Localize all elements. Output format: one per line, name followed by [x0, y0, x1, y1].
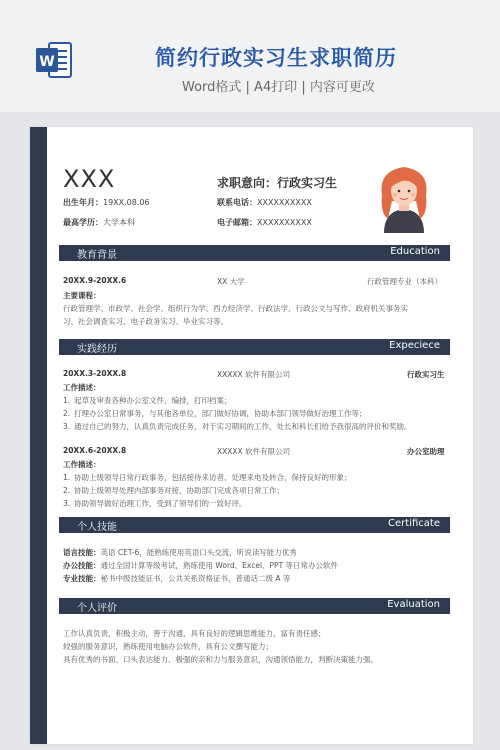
section-education-header [59, 245, 450, 261]
section-title-en: Certificate [388, 518, 440, 529]
edu-value: 大学本科 [103, 218, 135, 227]
skill-text: 秘书中级技能证书，公共关系资格证书，普通话二级 A 等 [100, 574, 291, 583]
birth-value: 19XX.08.06 [103, 198, 150, 207]
promo-header [0, 0, 500, 112]
avatar [370, 161, 438, 233]
skill-text: 英语 CET-6，能熟练使用英语口头交流，听说读写能力优秀 [100, 548, 297, 557]
edu-label: 最高学历： [63, 218, 103, 227]
list-item: 3. 协助领导做好治理工作，受到了领导们的一致好评。 [63, 499, 247, 508]
section-experience-header [59, 339, 450, 355]
list-item: 2. 协助上级领导处理内部事务对接，协助部门完成各项日常工作； [63, 486, 284, 495]
job-desc-label: 工作描述： [63, 383, 101, 392]
phone-value: XXXXXXXXXX [257, 198, 312, 207]
list-item-text: 通过自己的努力，认真负责完成任务，对于实习期间的工作，处长和科长们给予我很高的评价和奖励。 [74, 422, 412, 431]
job-desc-label: 工作描述： [63, 460, 101, 469]
section-title-cn: 个人技能 [77, 522, 117, 533]
courses-label: 主要课程： [63, 291, 101, 300]
job-role: 办公室助理 [407, 447, 445, 456]
left-accent-strip [30, 127, 47, 744]
job-intent [217, 174, 337, 191]
list-item-text: 协助上级领导日常行政事务，包括接待来访者、处理来电及转合，保持良好的形象； [74, 473, 352, 482]
section-title-en: Expeciece [389, 340, 440, 351]
word-icon [35, 40, 73, 80]
promo-subtitle: Word格式 | A4打印 | 内容可更改 [182, 80, 375, 95]
skill-label: 语言技能： [63, 548, 101, 557]
evaluation-line: 工作认真负责，积极主动，善于沟通，具有良好的逻辑思维能力，富有责任感； [63, 629, 326, 638]
phone-info [217, 197, 312, 208]
section-title-cn: 个人评价 [77, 603, 117, 614]
job-period: 20XX.6-20XX.8 [63, 446, 127, 455]
birth-label: 出生年月： [63, 198, 103, 207]
skill-text: 通过全国计算等级考试，熟练使用 Word、Excel、PPT 等日常办公软件 [100, 561, 339, 570]
edu-school: XX 大学 [217, 277, 245, 286]
evaluation-line: 较强的服务意识，熟练使用电脑办公软件，具有公文撰写能力； [63, 642, 273, 651]
skill-label: 专业技能： [63, 574, 101, 583]
email-label: 电子邮箱： [217, 218, 257, 227]
email-info [217, 217, 312, 228]
intent-value: 行政实习生 [277, 176, 338, 190]
email-value: XXXXXXXXXX [257, 218, 312, 227]
svg-text:W: W [39, 54, 55, 70]
list-item: 2. 打理办公室日常事务，与其他各单位，部门做好协调，协助本部门领导做好治理工作等； [63, 409, 367, 418]
section-title-cn: 教育背景 [77, 250, 117, 261]
job-period: 20XX.3-20XX.8 [63, 369, 127, 378]
evaluation-line: 具有优秀的书面、口头表达能力、极强的亲和力与服务意识，沟通领悟能力，判断决策能力强。 [63, 655, 378, 664]
job-company: XXXXX 软件有限公司 [217, 370, 291, 379]
candidate-name: XXX [63, 165, 116, 193]
list-item: 1. 协助上级领导日常行政事务，包括接待来访者、处理来电及转合，保持良好的形象； [63, 473, 352, 482]
courses-line: 习、社会调查实习、电子政务实习、毕业实习等。 [63, 317, 228, 326]
promo-title: 简约行政实习生求职简历 [155, 46, 397, 70]
list-item-text: 打理办公室日常事务，与其他各单位，部门做好协调，协助本部门领导做好治理工作等； [74, 409, 367, 418]
skill-row [63, 560, 338, 571]
skill-row [63, 547, 297, 558]
list-item: 1. 起草及审查各种办公室文件，编排，打印档案； [63, 396, 232, 405]
section-title-en: Evaluation [387, 599, 440, 610]
intent-label: 求职意向： [217, 176, 278, 190]
resume-paper [30, 127, 473, 744]
job-company: XXXXX 软件有限公司 [217, 447, 291, 456]
edu-major: 行政管理专业（本科） [367, 277, 442, 286]
courses-line: 行政管理学、市政学、社会学、组织行为学、西方经济学、行政法学、行政公文与写作、政府机关事务实 [63, 304, 408, 313]
list-item-text: 协助上级领导处理内部事务对接，协助部门完成各项日常工作； [74, 486, 284, 495]
birth-info [63, 197, 150, 208]
section-title-en: Education [390, 246, 440, 257]
section-skills-header [59, 517, 450, 533]
list-item: 3. 通过自己的努力，认真负责完成任务，对于实习期间的工作，处长和科长们给予我很高的评价和奖励。 [63, 422, 412, 431]
phone-label: 联系电话： [217, 198, 257, 207]
section-title-cn: 实践经历 [77, 344, 117, 355]
list-item-text: 起草及审查各种办公室文件，编排，打印档案； [74, 396, 232, 405]
job-role: 行政实习生 [407, 370, 445, 379]
edu-period: 20XX.9-20XX.6 [63, 276, 127, 285]
skill-label: 办公技能： [63, 561, 101, 570]
skill-row [63, 573, 290, 584]
section-evaluation-header [59, 598, 450, 614]
list-item-text: 协助领导做好治理工作，受到了领导们的一致好评。 [74, 499, 247, 508]
education-info [63, 217, 135, 228]
